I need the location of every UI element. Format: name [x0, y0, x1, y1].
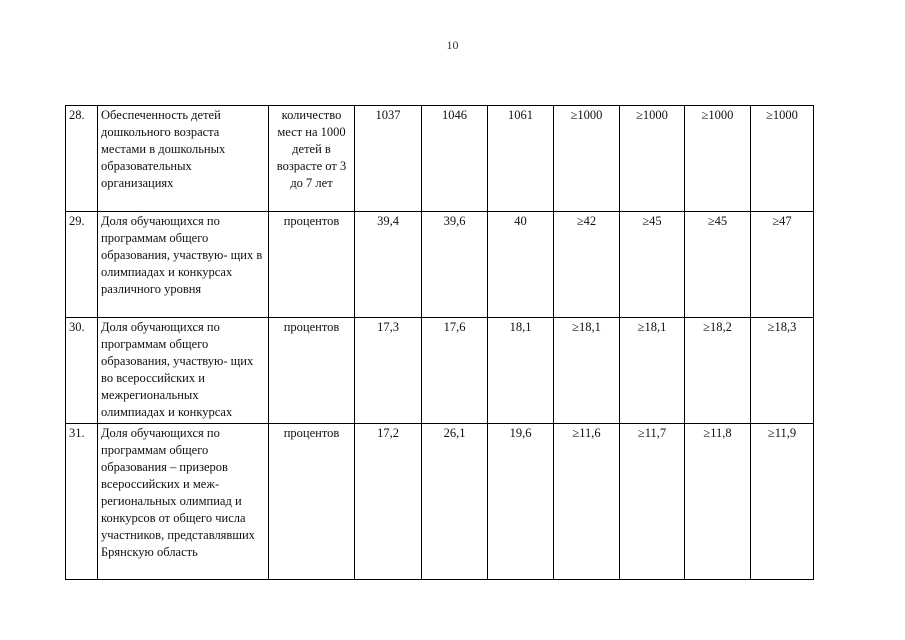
value-cell: 19,6: [488, 424, 554, 580]
value-cell: ≥18,3: [751, 318, 814, 424]
row-number: 31.: [66, 424, 98, 580]
value-cell: ≥45: [620, 212, 685, 318]
table-row: [66, 106, 814, 212]
value-cell: 17,6: [422, 318, 488, 424]
unit-cell: процентов: [269, 212, 355, 318]
value-cell: ≥1000: [554, 106, 620, 212]
table-row: [66, 318, 814, 424]
indicator-name: Доля обучающихся по программам общего образования, участвую- щих во всероссийских и межрегиональных олимпиадах и конкурсах: [98, 318, 269, 424]
unit-cell: процентов: [269, 424, 355, 580]
value-cell: ≥11,6: [554, 424, 620, 580]
value-cell: 26,1: [422, 424, 488, 580]
value-cell: 39,4: [355, 212, 422, 318]
unit-cell: количество мест на 1000 детей в возрасте от 3 до 7 лет: [269, 106, 355, 212]
value-cell: ≥18,1: [554, 318, 620, 424]
value-cell: ≥11,8: [685, 424, 751, 580]
indicator-name: Обеспеченность детей дошкольного возраста местами в дошкольных образовательных организациях: [98, 106, 269, 212]
indicators-table: [65, 105, 814, 580]
unit-cell: процентов: [269, 318, 355, 424]
value-cell: 40: [488, 212, 554, 318]
value-cell: 1037: [355, 106, 422, 212]
row-number: 29.: [66, 212, 98, 318]
value-cell: ≥1000: [751, 106, 814, 212]
value-cell: ≥47: [751, 212, 814, 318]
value-cell: 39,6: [422, 212, 488, 318]
value-cell: ≥11,7: [620, 424, 685, 580]
value-cell: ≥11,9: [751, 424, 814, 580]
value-cell: ≥42: [554, 212, 620, 318]
value-cell: 17,3: [355, 318, 422, 424]
table-row: [66, 212, 814, 318]
value-cell: ≥1000: [685, 106, 751, 212]
indicator-name: Доля обучающихся по программам общего образования – призеров всероссийских и меж- региональных олимпиад и конкурсов от общего числа участников, представлявших Брянскую область: [98, 424, 269, 580]
value-cell: ≥18,1: [620, 318, 685, 424]
value-cell: 1061: [488, 106, 554, 212]
value-cell: ≥18,2: [685, 318, 751, 424]
value-cell: ≥45: [685, 212, 751, 318]
indicator-name: Доля обучающихся по программам общего образования, участвую- щих в олимпиадах и конкурсах различного уровня: [98, 212, 269, 318]
value-cell: 1046: [422, 106, 488, 212]
page-number: 10: [446, 38, 459, 52]
value-cell: 17,2: [355, 424, 422, 580]
row-number: 28.: [66, 106, 98, 212]
row-number: 30.: [66, 318, 98, 424]
value-cell: ≥1000: [620, 106, 685, 212]
value-cell: 18,1: [488, 318, 554, 424]
table-row: [66, 424, 814, 580]
